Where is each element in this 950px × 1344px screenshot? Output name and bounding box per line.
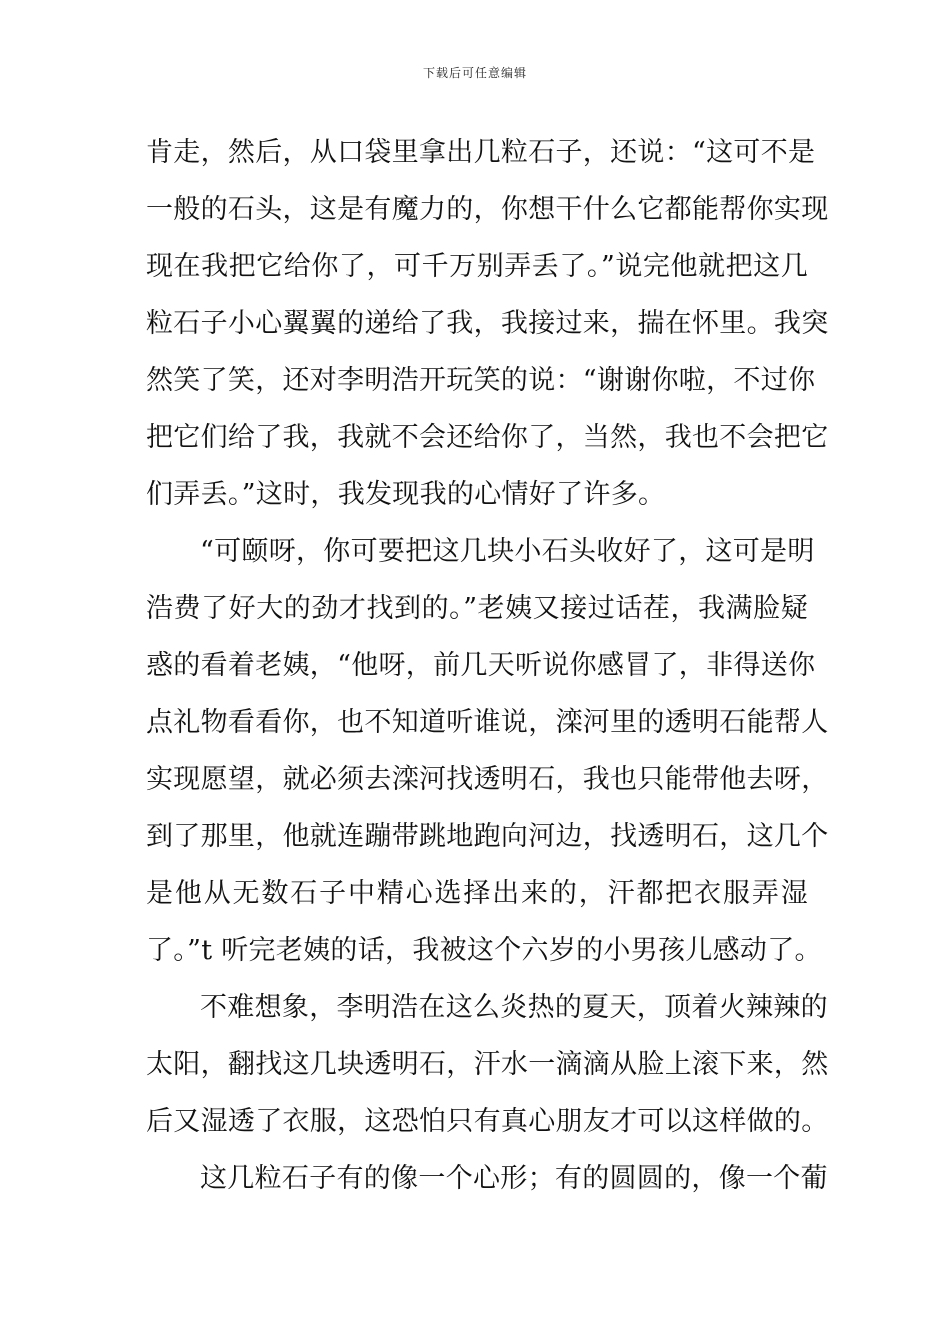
- text-line: 现在我把它给你了，可千万别弄丢了。”说完他就把这几: [146, 251, 808, 282]
- text-line: “可颐呀，你可要把这几块小石头收好了，这可是明: [200, 536, 815, 567]
- text-line: 太阳，翻找这几块透明石，汗水一滴滴从脸上滚下来，然: [146, 1049, 829, 1080]
- text-line: 肯走，然后，从口袋里拿出几粒石子，还说：“这可不是: [146, 137, 816, 168]
- text-line: 一般的石头，这是有魔力的，你想干什么它都能帮你实现: [146, 194, 829, 225]
- text-line: 点礼物看看你，也不知道听谁说，滦河里的透明石能帮人: [146, 707, 829, 738]
- text-line: 把它们给了我，我就不会还给你了，当然，我也不会把它: [146, 422, 829, 453]
- body-text: [146, 124, 829, 1207]
- text-line: 实现愿望，就必须去滦河找透明石，我也只能带他去呀，: [146, 764, 829, 795]
- text-line: 不难想象，李明浩在这么炎热的夏天，顶着火辣辣的: [200, 992, 828, 1023]
- text-line: 惑的看着老姨，“他呀，前几天听说你感冒了，非得送你: [146, 650, 816, 681]
- text-line: 然笑了笑，还对李明浩开玩笑的说：“谢谢你啦，不过你: [146, 365, 816, 396]
- text-line: 浩费了好大的劲才找到的。”老姨又接过话茬，我满脸疑: [146, 593, 808, 624]
- text-line: 这几粒石子有的像一个心形；有的圆圆的，像一个葡: [200, 1163, 828, 1194]
- text-line: 到了那里，他就连蹦带跳地跑向河边，找透明石，这几个: [146, 821, 829, 852]
- text-line: 们弄丢。”这时，我发现我的心情好了许多。: [146, 479, 666, 510]
- text-line: 后又湿透了衣服，这恐怕只有真心朋友才可以这样做的。: [146, 1106, 829, 1137]
- text-line: 了。”t 听完老姨的话，我被这个六岁的小男孩儿感动了。: [146, 935, 822, 966]
- text-line: 是他从无数石子中精心选择出来的，汗都把衣服弄湿: [146, 878, 808, 909]
- page-header: 下载后可任意编辑: [422, 66, 527, 80]
- text-line: 粒石子小心翼翼的递给了我，我接过来，揣在怀里。我突: [146, 308, 829, 339]
